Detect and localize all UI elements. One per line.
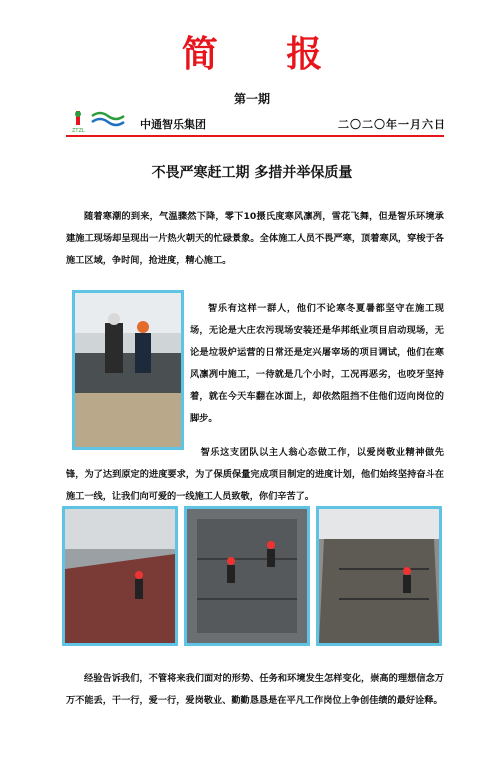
header-divider (66, 135, 444, 137)
worksite-photo-2 (62, 506, 178, 646)
svg-text:ZTZL: ZTZL (72, 128, 85, 134)
header-row (66, 108, 446, 134)
worksite-photo-3 (184, 506, 310, 646)
article-headline: 不畏严寒赶工期 多措并举保质量 (151, 165, 353, 181)
paragraph-3 (66, 442, 444, 508)
issue-number: 第一期 (233, 92, 270, 106)
company-logo (70, 108, 130, 134)
worksite-photo-1 (72, 290, 184, 450)
paragraph-2: 智乐有这样一群人，他们不论寒冬夏暑都坚守在施工现场，无论是大庄农污现场安装还是华邦纸业项目启动现场，无论是垃圾炉运营的日常还是定兴屠宰场的项目调试，他们在寒风凛冽中施工，一待就是几个小时，工况再恶劣，也咬牙坚持着，就在今天车翻在冰面上，却依然阻挡不住他们迈向岗位的脚步。 (190, 303, 444, 424)
publish-date: 二〇二〇年一月六日 (338, 118, 446, 131)
worksite-photo-4 (316, 506, 442, 646)
paragraph-3-text: 智乐这支团队以主人翁心态做工作，以爱岗敬业精神做先锋，为了达到原定的进度要求，为了保质保量完成项目制定的进度计划，他们始终坚持奋斗在施工一线，让我们向可爱的一线施工人员致敬，你们辛苦了。 (66, 447, 444, 502)
company-name: 中通智乐集团 (140, 118, 206, 131)
paragraph-4: 经验告诉我们，不管将来我们面对的形势、任务和环境发生怎样变化，崇高的理想信念万万不能丢，干一行，爱一行，爱岗敬业、勤勤恳恳是在平凡工作岗位上争创佳绩的最好诠释。 (66, 673, 444, 706)
paragraph-1: 随着寒潮的到来，气温骤然下降，零下10摄氏度寒风凛冽，雪花飞舞，但是智乐环境承建施工现场却呈现出一片热火朝天的忙碌景象。全体施工人员不畏严寒，顶着寒风，穿梭于各施工区域，争时间，抢进度，精心施工。 (66, 211, 444, 266)
page-title: 简 报 (181, 33, 351, 75)
